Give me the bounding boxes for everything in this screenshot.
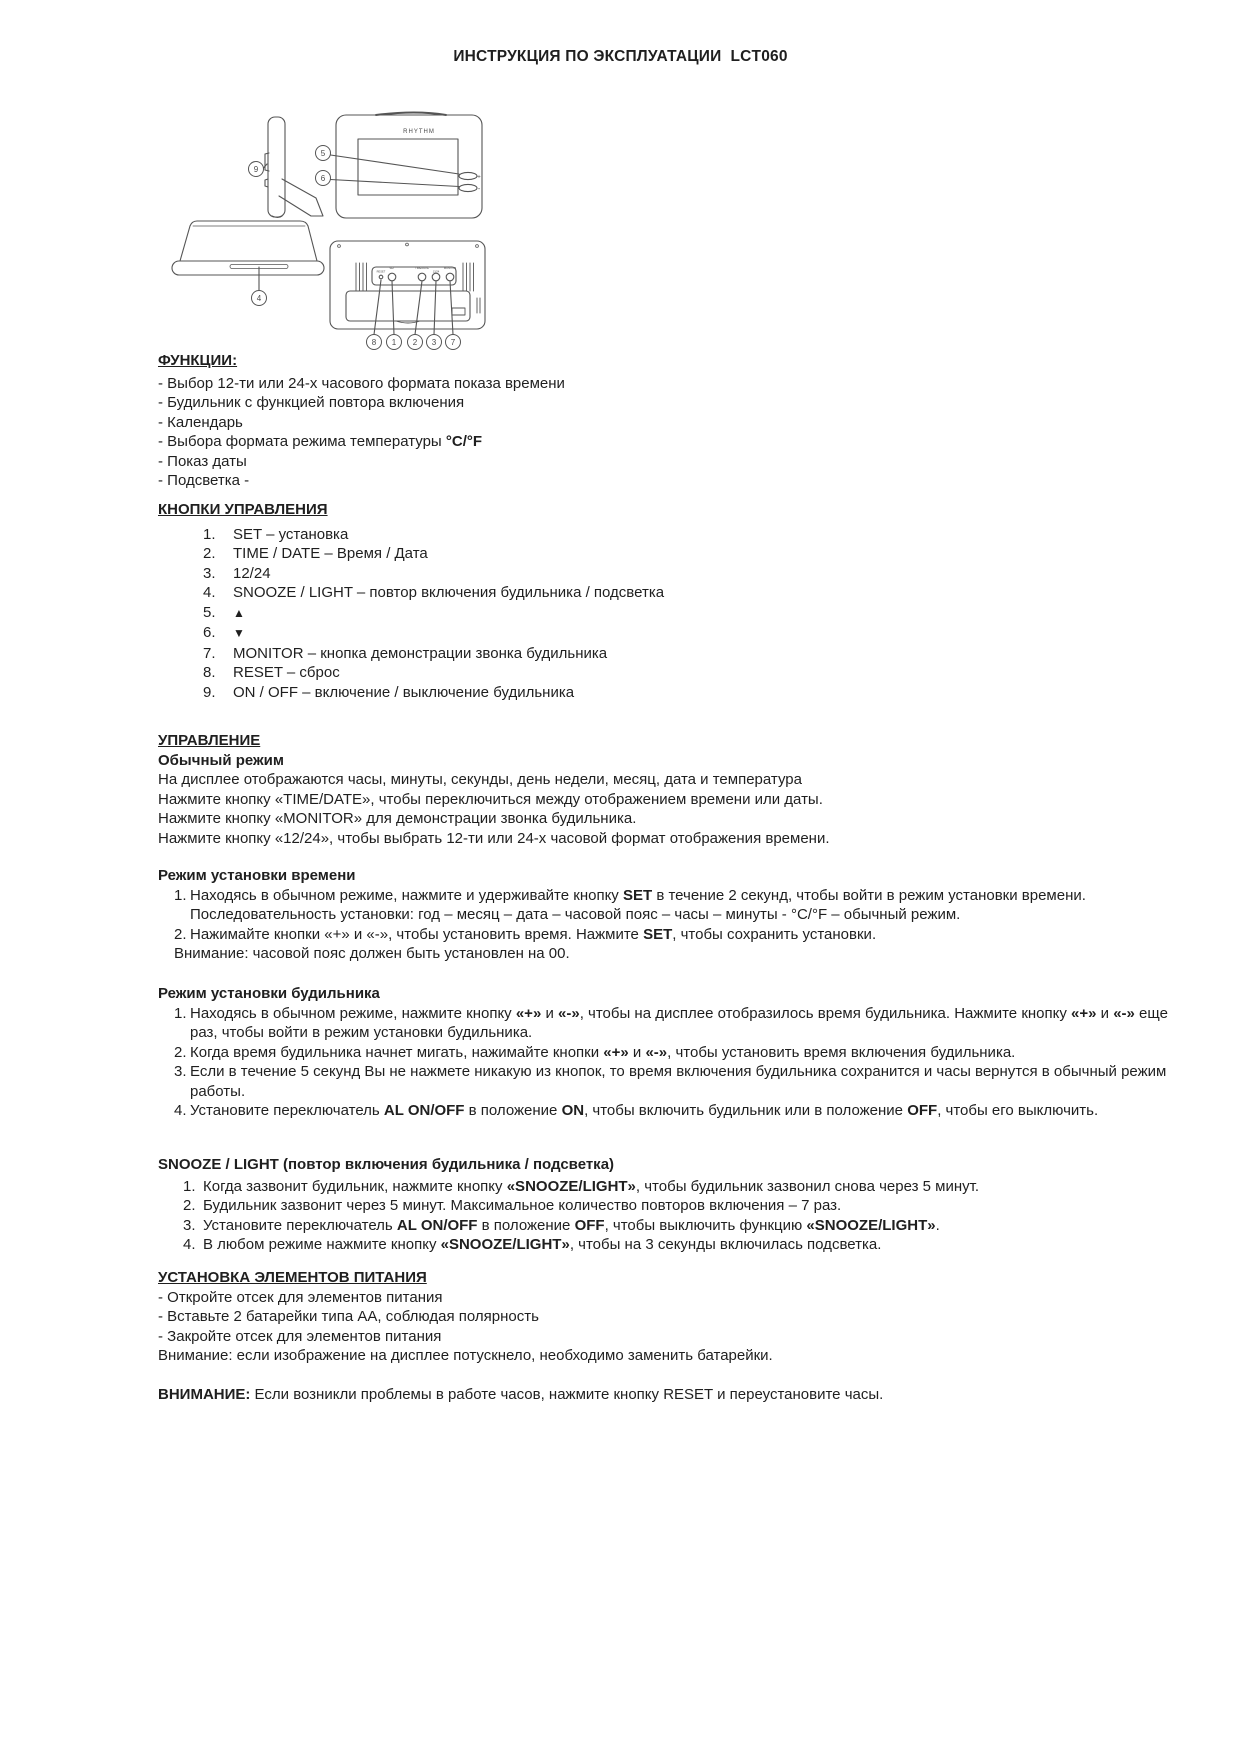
- control-item: [158, 683, 1158, 703]
- operation-subheading: Обычный режим: [158, 751, 284, 769]
- item-number: 6.: [203, 624, 216, 641]
- control-item: [158, 564, 1158, 584]
- item-number: 2.: [203, 545, 216, 562]
- time-mode-note: Внимание: часовой пояс должен быть установлен на 00.: [174, 945, 570, 962]
- alarm-mode-heading: Режим установки будильника: [158, 985, 380, 1002]
- side-view: [265, 117, 323, 218]
- snooze-item: [158, 1235, 1178, 1255]
- time-date-button: [418, 273, 426, 281]
- item-text: ON / OFF – включение / выключение будильника: [233, 683, 575, 701]
- bottom-view: [172, 221, 324, 275]
- section-alarm-mode: [158, 984, 1174, 1121]
- operation-heading: УПРАВЛЕНИЕ: [158, 732, 261, 749]
- snooze-item: [158, 1196, 1178, 1216]
- monitor-label: MONITOR: [443, 267, 457, 270]
- time-date-label: TIME/DATE: [415, 267, 429, 270]
- callout-6: [316, 171, 460, 187]
- function-item: - Показ даты: [158, 452, 247, 470]
- function-item: - Подсветка -: [158, 472, 250, 489]
- control-item: [158, 623, 1158, 644]
- item-text: Установите переключатель AL ON/OFF в положение OFF, чтобы выключить функцию «SNOOZE/LIGHT».: [203, 1216, 940, 1234]
- device-diagram: [160, 95, 512, 367]
- control-item: [158, 644, 1158, 664]
- attention-text: ВНИМАНИЕ: Если возникли проблемы в работе часов, нажмите кнопку RESET и переустановите часы.: [158, 1386, 884, 1403]
- controls-heading: КНОПКИ УПРАВЛЕНИЯ: [158, 501, 328, 518]
- set-label: SET: [389, 267, 395, 270]
- item-number: 1.: [203, 525, 216, 543]
- item-text: 12/24: [233, 564, 271, 582]
- plus-sign: +: [477, 174, 481, 181]
- battery-line: Внимание: если изображение на дисплее потускнело, необходимо заменить батарейки.: [158, 1347, 773, 1364]
- control-item: [158, 544, 1158, 564]
- item-text: RESET – сброс: [233, 664, 340, 681]
- item-number: 8.: [203, 664, 216, 681]
- item-number: 4.: [174, 1102, 187, 1119]
- item-text: Если в течение 5 секунд Вы не нажмете никакую из кнопок, то время включения будильника сохранится и часы вернутся в обычный режим работы.: [190, 1063, 1167, 1100]
- operation-line: Нажмите кнопку «MONITOR» для демонстрации звонка будильника.: [158, 810, 637, 827]
- item-number: 9.: [203, 683, 216, 701]
- item-number: 7.: [203, 644, 216, 662]
- plus-button: [459, 172, 477, 179]
- snooze-item: [158, 1177, 1178, 1197]
- battery-heading: УСТАНОВКА ЭЛЕМЕНТОВ ПИТАНИЯ: [158, 1269, 427, 1286]
- callout-2-number: 2: [412, 338, 418, 347]
- time-mode-step: [158, 886, 1174, 925]
- time-mode-step: [158, 925, 1174, 945]
- item-number: 3.: [183, 1216, 196, 1234]
- alarm-mode-step: [158, 1101, 1174, 1121]
- page-title: ИНСТРУКЦИЯ ПО ЭКСПЛУАТАЦИИ LCT060: [453, 48, 788, 65]
- item-text: MONITOR – кнопка демонстрации звонка будильника: [233, 644, 608, 662]
- minus-sign: -: [477, 186, 481, 193]
- alarm-mode-step: [158, 1062, 1174, 1101]
- callout-7-number: 7: [450, 338, 456, 347]
- item-text: SET – установка: [233, 525, 349, 543]
- callout-5: [316, 146, 460, 175]
- callout-6-number: 6: [320, 174, 326, 183]
- control-item: [158, 663, 1158, 683]
- callout-5-number: 5: [320, 149, 326, 158]
- operation-line: Нажмите кнопку «12/24», чтобы выбрать 12-ти или 24-х часовой формат отображения времени.: [158, 829, 830, 847]
- set-button: [388, 273, 396, 281]
- item-text: SNOOZE / LIGHT – повтор включения будильника / подсветка: [233, 584, 665, 601]
- up-arrow-icon: ▲: [233, 605, 245, 620]
- item-number: 3.: [174, 1063, 187, 1080]
- section-operation: [158, 731, 1178, 848]
- item-number: 1.: [183, 1177, 196, 1195]
- battery-line: - Вставьте 2 батарейки типа АА, соблюдая полярность: [158, 1308, 539, 1325]
- battery-line: - Откройте отсек для элементов питания: [158, 1288, 443, 1306]
- item-number: 4.: [183, 1236, 196, 1253]
- alarm-mode-step: [158, 1004, 1174, 1043]
- item-text: Когда зазвонит будильник, нажмите кнопку «SNOOZE/LIGHT», чтобы будильник зазвонил снова через 5 минут.: [203, 1177, 980, 1195]
- item-text: Нажимайте кнопки «+» и «-», чтобы установить время. Нажмите SET, чтобы сохранить установки.: [190, 925, 877, 943]
- item-text: Установите переключатель AL ON/OFF в положение ON, чтобы включить будильник или в положение OFF, чтобы его выключить.: [190, 1102, 1099, 1119]
- section-controls: [158, 500, 1158, 702]
- section-functions: [158, 351, 1158, 491]
- item-text: Будильник зазвонит через 5 минут. Максимальное количество повторов включения – 7 раз.: [203, 1197, 842, 1214]
- item-number: 2.: [174, 925, 187, 943]
- function-item: - Календарь: [158, 413, 243, 431]
- function-item: - Будильник с функцией повтора включения: [158, 394, 465, 411]
- control-item: [158, 525, 1158, 545]
- brand-label: RHYTHM: [403, 129, 435, 135]
- operation-line: Нажмите кнопку «TIME/DATE», чтобы переключиться между отображением времени или даты.: [158, 790, 823, 808]
- section-time-mode: [158, 866, 1174, 964]
- function-item: - Выбора формата режима температуры °C/°F: [158, 433, 483, 450]
- snooze-item: [158, 1216, 1178, 1236]
- item-text: Находясь в обычном режиме, нажмите кнопку «+» и «-», чтобы на дисплее отобразилось время будильника. Нажмите кнопку «+» и «-» еще раз, чтобы войти в режим установки будильника.: [190, 1004, 1168, 1041]
- speaker-grille-right: [463, 263, 480, 313]
- minus-button: [459, 184, 477, 191]
- device-diagram-svg: [160, 95, 512, 367]
- item-text: Когда время будильника начнет мигать, нажимайте кнопки «+» и «-», чтобы установить время включения будильника.: [190, 1043, 1016, 1061]
- h12-24-button: [432, 273, 440, 281]
- item-number: 4.: [203, 584, 216, 601]
- battery-line: - Закройте отсек для элементов питания: [158, 1327, 442, 1345]
- function-item: - Выбор 12-ти или 24-х часового формата показа времени: [158, 374, 565, 392]
- item-text: TIME / DATE – Время / Дата: [233, 545, 428, 562]
- callout-3-number: 3: [431, 338, 437, 347]
- item-number: 5.: [203, 603, 216, 621]
- snooze-heading: SNOOZE / LIGHT (повтор включения будильника / подсветка): [158, 1156, 615, 1173]
- functions-heading: ФУНКЦИИ:: [158, 352, 238, 369]
- callout-8-number: 8: [371, 338, 377, 347]
- alarm-mode-step: [158, 1043, 1174, 1063]
- callout-4-number: 4: [256, 294, 262, 303]
- speaker-grille-left: [356, 263, 367, 291]
- reset-button: [379, 275, 383, 279]
- item-number: 1.: [174, 1004, 187, 1022]
- h12-24-label: 12/24: [432, 270, 440, 274]
- operation-line: На дисплее отображаются часы, минуты, секунды, день недели, месяц, дата и температура: [158, 771, 802, 788]
- down-arrow-icon: ▼: [233, 626, 245, 640]
- item-number: 3.: [203, 564, 216, 582]
- reset-label: RESET: [376, 270, 386, 274]
- control-item: [158, 603, 1158, 624]
- section-snooze: [158, 1155, 1178, 1255]
- item-text: В любом режиме нажмите кнопку «SNOOZE/LIGHT», чтобы на 3 секунды включилась подсветка.: [203, 1236, 882, 1253]
- item-number: 2.: [183, 1197, 196, 1214]
- item-text: Находясь в обычном режиме, нажмите и удерживайте кнопку SET в течение 2 секунд, чтобы войти в режим установки времени. Последовательность установки: год – месяц – дата – часовой пояс – часы – минуты - °C/°F – обычный режим.: [190, 886, 1086, 923]
- item-number: 1.: [174, 886, 187, 904]
- callout-1-number: 1: [391, 338, 397, 347]
- callout-9-number: 9: [253, 165, 259, 174]
- section-attention: [158, 1385, 1178, 1405]
- time-mode-heading: Режим установки времени: [158, 867, 356, 884]
- monitor-button: [446, 273, 454, 281]
- back-view: [330, 241, 485, 335]
- control-item: [158, 583, 1158, 603]
- item-number: 2.: [174, 1043, 187, 1061]
- section-battery: [158, 1268, 1158, 1366]
